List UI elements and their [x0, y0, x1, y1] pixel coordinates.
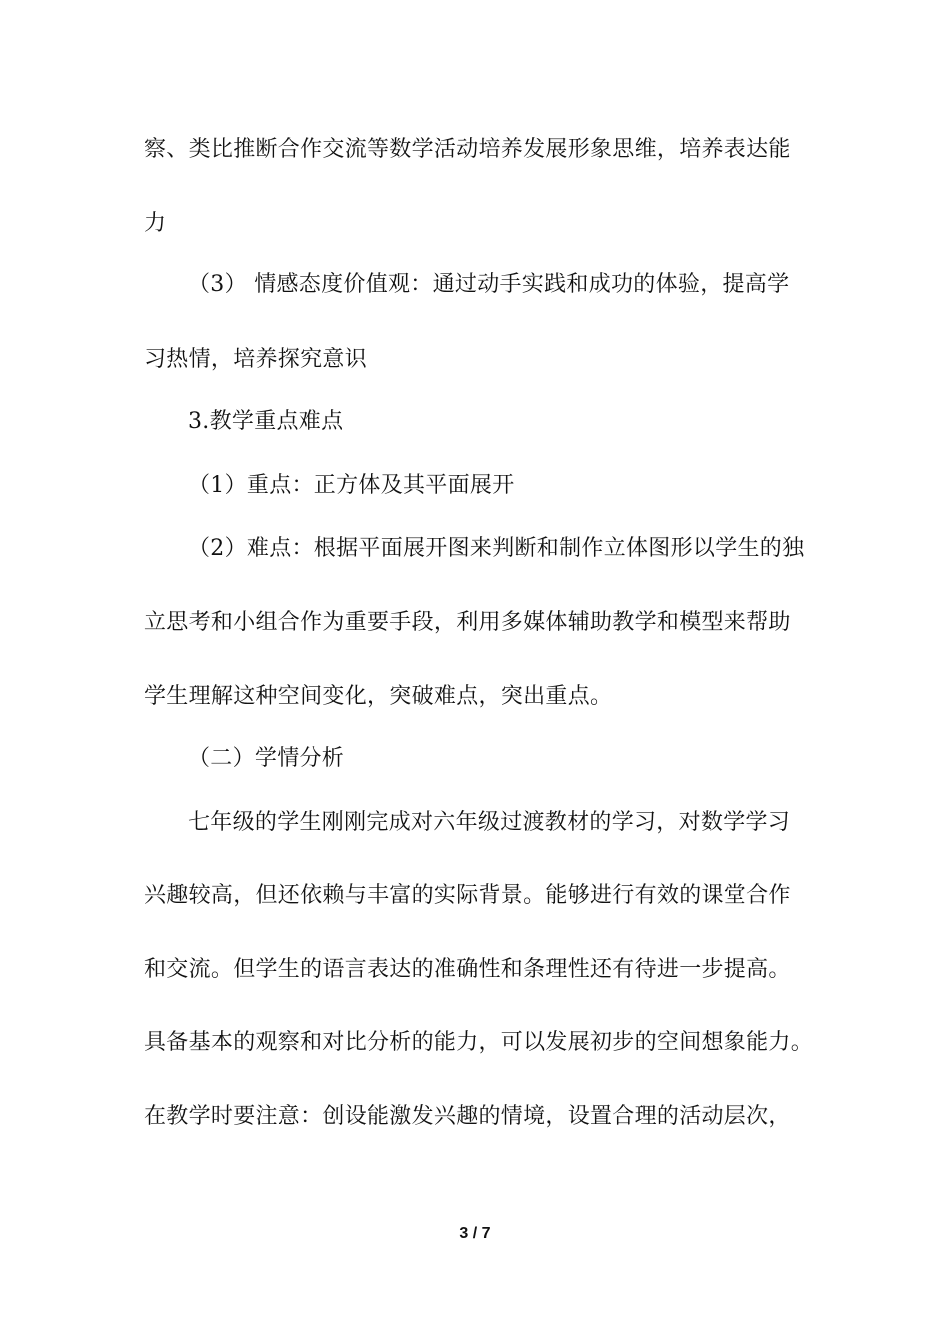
text-line-7: （2）难点：根据平面展开图来判断和制作立体图形以学生的独	[188, 536, 805, 561]
text-line-9: 学生理解这种空间变化，突破难点，突出重点。	[144, 684, 613, 709]
text-line-1: 察、类比推断合作交流等数学活动培养发展形象思维，培养表达能	[144, 137, 791, 162]
text-line-13: 和交流。但学生的语言表达的准确性和条理性还有待进一步提高。	[144, 957, 791, 982]
text-line-11: 七年级的学生刚刚完成对六年级过渡教材的学习，对数学学习	[188, 810, 791, 835]
text-line-6: （1）重点：正方体及其平面展开	[188, 473, 515, 498]
text-line-14: 具备基本的观察和对比分析的能力，可以发展初步的空间想象能力。	[144, 1030, 814, 1055]
text-line-3: （3） 情感态度价值观：通过动手实践和成功的体验，提高学	[188, 272, 790, 297]
text-line-2: 力	[144, 211, 167, 236]
section-heading-student-analysis: （二）学情分析	[188, 746, 345, 771]
text-line-4: 习热情，培养探究意识	[144, 347, 368, 372]
text-line-12: 兴趣较高，但还依赖与丰富的实际背景。能够进行有效的课堂合作	[144, 883, 791, 908]
section-heading-key-points: 3.教学重点难点	[188, 409, 344, 434]
text-line-15: 在教学时要注意：创设能激发兴趣的情境，设置合理的活动层次，	[144, 1104, 791, 1129]
text-line-8: 立思考和小组合作为重要手段，利用多媒体辅助教学和模型来帮助	[144, 610, 791, 635]
page-number: 3 / 7	[459, 1225, 491, 1242]
